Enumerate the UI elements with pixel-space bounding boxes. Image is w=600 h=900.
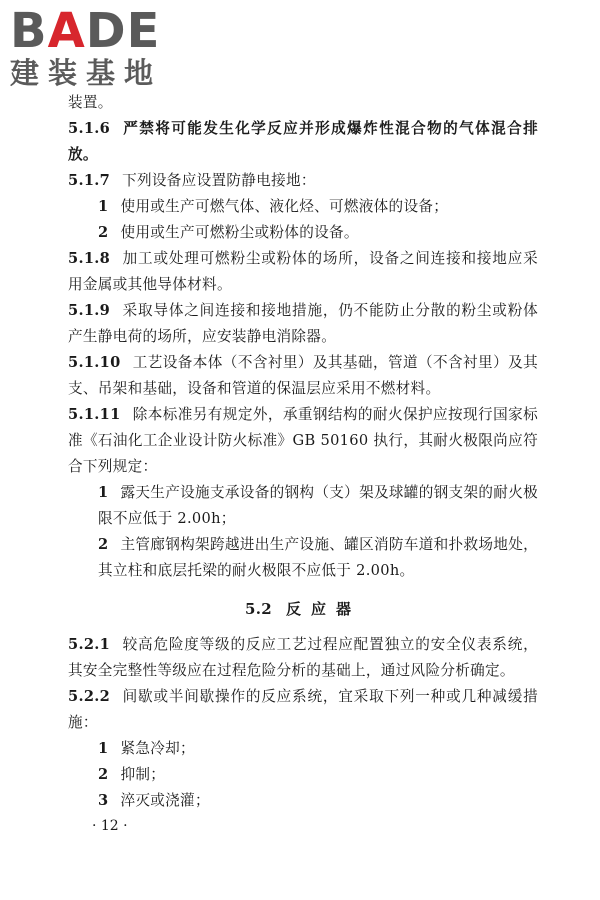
clause-text: 加工或处理可燃粉尘或粉体的场所，设备之间连接和接地应采用金属或其他导体材料。 <box>68 250 538 293</box>
clause-number: 5.1.10 <box>68 354 121 371</box>
section-number: 5.2 <box>244 600 272 618</box>
list-item <box>68 220 538 246</box>
list-item <box>68 788 538 814</box>
list-item <box>68 532 538 584</box>
section-name: 反应器 <box>285 600 361 618</box>
logo-tagline: 建装基地 <box>10 56 163 90</box>
item-text: 抑制； <box>120 766 166 783</box>
clause-number: 5.1.7 <box>68 172 111 189</box>
clause-5-1-7 <box>68 168 538 194</box>
item-text: 露天生产设施支承设备的钢构（支）架及球罐的钢支架的耐火极限不应低于 2.00h； <box>98 484 538 527</box>
section-heading <box>68 596 538 622</box>
clause-text: 采取导体之间连接和接地措施，仍不能防止分散的粉尘或粉体产生静电荷的场所，应安装静电消除器。 <box>68 302 538 345</box>
clause-5-1-10 <box>68 350 538 402</box>
clause-number: 5.1.8 <box>68 250 111 267</box>
item-number: 2 <box>98 224 109 241</box>
clause-number: 5.2.2 <box>68 688 111 705</box>
clause-text: 下列设备应设置防静电接地： <box>122 172 316 189</box>
logo-letter-b: B <box>10 3 48 59</box>
clause-number: 5.1.11 <box>68 406 121 423</box>
clause-5-1-6 <box>68 116 538 168</box>
clause-text: 工艺设备本体（不含衬里）及其基础，管道（不含衬里）及其支、吊架和基础，设备和管道的保温层应采用不燃材料。 <box>68 354 538 397</box>
clause-5-1-9 <box>68 298 538 350</box>
item-number: 1 <box>98 484 109 501</box>
list-item <box>68 762 538 788</box>
item-text: 使用或生产可燃气体、液化烃、可燃液体的设备； <box>120 198 449 215</box>
document-body <box>68 90 538 814</box>
logo-letter-a: A <box>47 3 86 59</box>
item-text: 紧急冷却； <box>120 740 195 757</box>
item-number: 1 <box>98 740 109 757</box>
clause-text: 除本标准另有规定外，承重钢结构的耐火保护应按现行国家标准《石油化工企业设计防火标准》GB 50160 执行，其耐火极限尚应符合下列规定： <box>68 406 538 475</box>
clause-number: 5.2.1 <box>68 636 111 653</box>
list-item <box>68 480 538 532</box>
clause-text: 严禁将可能发生化学反应并形成爆炸性混合物的气体混合排放。 <box>68 120 538 163</box>
item-text: 主管廊钢构架跨越进出生产设施、罐区消防车道和扑救场地处，其立柱和底层托梁的耐火极限不应低于 2.00h。 <box>98 536 538 579</box>
clause-5-1-11 <box>68 402 538 480</box>
paragraph-continuation <box>68 90 538 116</box>
clause-5-2-2 <box>68 684 538 736</box>
item-number: 2 <box>98 536 109 553</box>
page-number: · 12 · <box>92 818 128 834</box>
clause-5-2-1 <box>68 632 538 684</box>
brand-logo <box>10 3 180 90</box>
paragraph-text: 装置。 <box>68 94 113 111</box>
clause-number: 5.1.6 <box>68 120 111 137</box>
list-item <box>68 736 538 762</box>
clause-text: 间歇或半间歇操作的反应系统，宜采取下列一种或几种减缓措施： <box>68 688 538 731</box>
item-text: 使用或生产可燃粉尘或粉体的设备。 <box>120 224 359 241</box>
item-number: 3 <box>98 792 109 809</box>
clause-5-1-8 <box>68 246 538 298</box>
clause-number: 5.1.9 <box>68 302 111 319</box>
item-text: 淬灭或浇灌； <box>120 792 210 809</box>
list-item <box>68 194 538 220</box>
logo-letters-de: DE <box>85 3 161 59</box>
item-number: 1 <box>98 198 109 215</box>
clause-text: 较高危险度等级的反应工艺过程应配置独立的安全仪表系统，其安全完整性等级应在过程危险分析的基础上，通过风险分析确定。 <box>68 636 538 679</box>
logo-wordmark <box>10 3 180 59</box>
item-number: 2 <box>98 766 109 783</box>
